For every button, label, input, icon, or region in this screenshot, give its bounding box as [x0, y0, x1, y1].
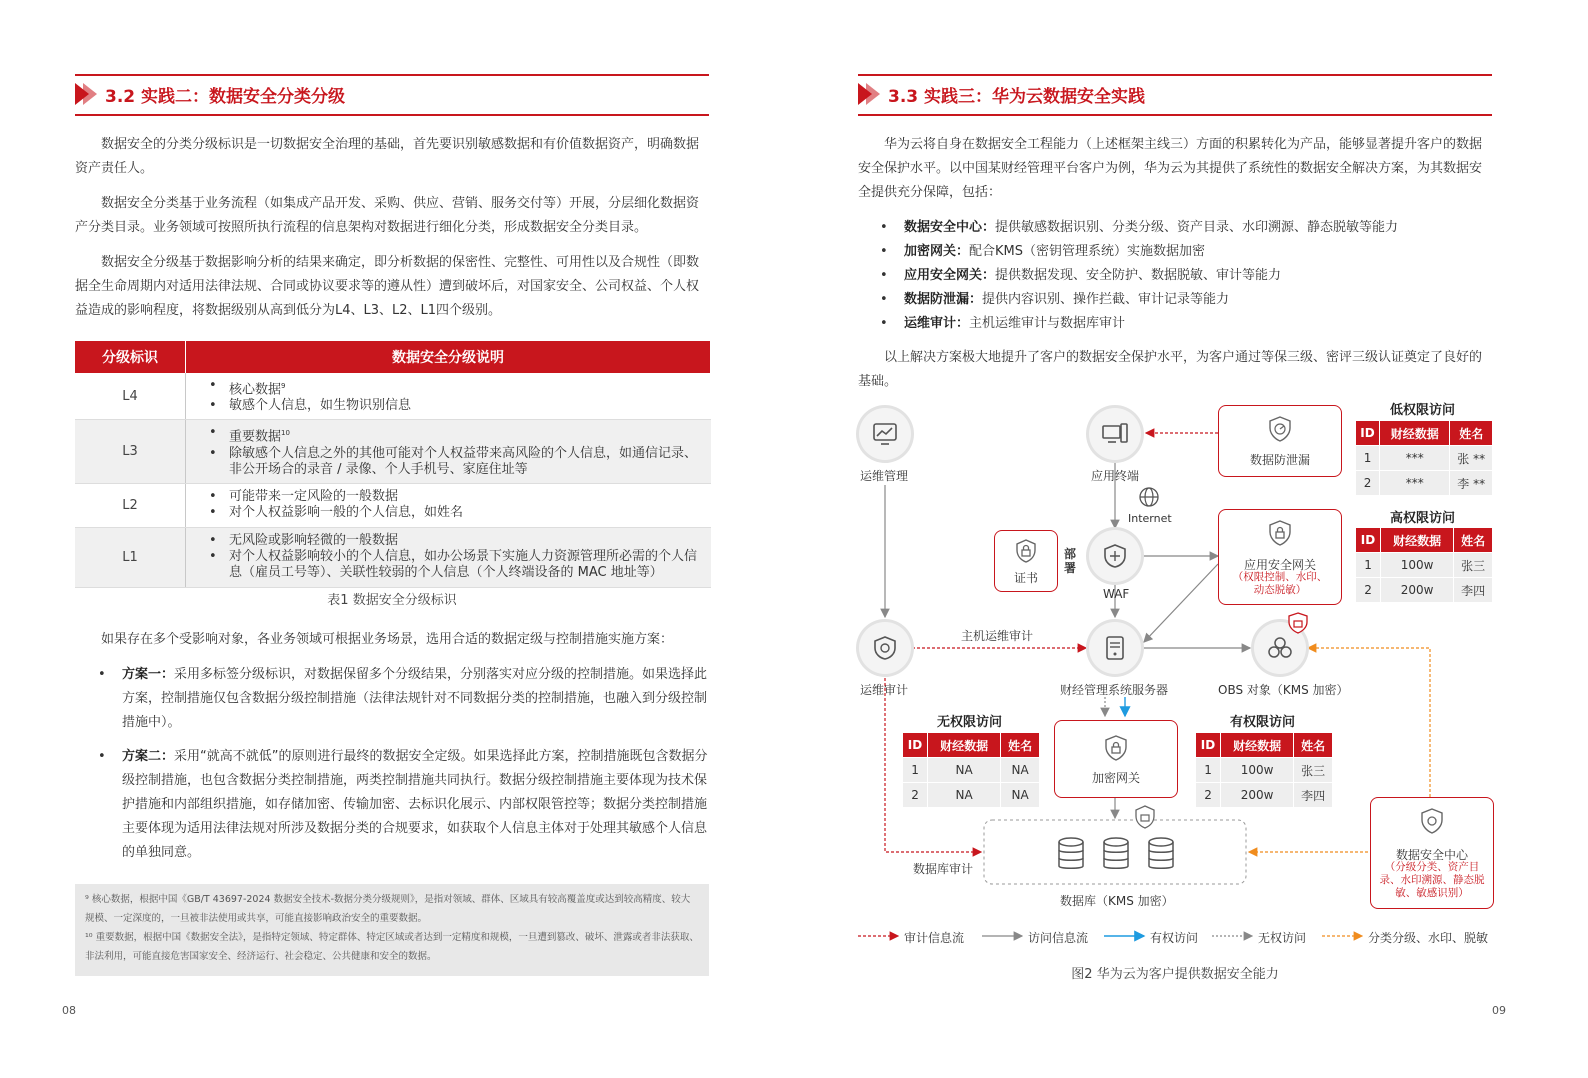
table-row — [75, 527, 711, 587]
edge-label: 数据库审计 — [913, 862, 974, 876]
object-storage-icon — [1267, 635, 1293, 661]
list-item: • 对个人权益影响较小的个人信息，如办公场景下实施人力资源管理所必需的个人信息（雇员工号等）、关联性较弱的个人信息（个人终端设备的 MAC 地址等） — [229, 549, 710, 581]
dlp-box — [1218, 405, 1342, 477]
level-cell: L4 — [75, 373, 186, 420]
list-item: • 除敏感个人信息之外的其他可能对个人权益带来高风险的个人信息，如通信记录、非公开场合的录音 / 录像、个人手机号、家庭住址等 — [229, 446, 710, 478]
node-label: 应用终端 — [1091, 469, 1140, 483]
high-privilege-table: ID 财经数据 姓名 1 100w 张三 2 200w 李四 — [1355, 527, 1493, 603]
box-label: 数据防泄漏 — [1249, 453, 1310, 467]
edge-label: 主机运维审计 — [961, 629, 1034, 643]
radar-shield-icon — [1268, 416, 1292, 442]
lock-shield-icon — [1268, 520, 1292, 546]
table-row: 1 100w 张三 — [1196, 758, 1333, 783]
no-access-table: ID 财经数据 姓名 1 NA NA 2 NA NA — [902, 732, 1040, 808]
paragraph: 以上解决方案极大地提升了客户的数据安全保护水平，为客户通过等保三级、密评三级认证奠定了良好的基础。 — [858, 350, 1483, 389]
shield-icon — [1102, 543, 1128, 569]
list-item: • 数据安全中心：提供敏感数据识别、分类分级、资产目录、水印溯源、静态脱敏等能力 — [880, 220, 1399, 235]
list-item: • 方案二：采用“就高不就低”的原则进行最终的数据安全定级。如果选择此方案，控制措施既包含数据分级控制措施，也包含数据分类控制措施，两类控制措施共同执行。数据分级控制措施主要体现为技术保护措施和内部组织措施，如存储加密、传输加密、去标识化展示、内部权限管控等；数据分类控制措施主要体现为适用法律法规对所涉及数据分类的合规要求，如获取个人信息主体对于处理其敏感个人信息的单独同意。 — [98, 749, 708, 860]
footnote-ref: 9 — [281, 382, 286, 390]
table-row — [75, 483, 711, 527]
footnote-ref: 10 — [281, 429, 290, 438]
certificate-box — [994, 530, 1058, 592]
deploy-label: 部署 — [1064, 547, 1077, 575]
paragraph: 数据安全分类基于业务流程（如集成产品开发、采购、供应、营销、服务交付等）开展，分层细化数据资产分类目录。业务领域可按照所执行流程的信息架构对数据进行细化分类，形成数据安全分类目录。 — [75, 196, 700, 235]
table-row — [75, 420, 711, 483]
table-header: 分级标识 — [75, 341, 186, 373]
legend-audit-flow: 审计信息流 — [904, 931, 965, 945]
page-number: 09 — [1492, 1004, 1506, 1017]
globe-icon — [1138, 486, 1160, 508]
data-security-center-box — [1370, 797, 1494, 909]
legend-access-flow: 访问信息流 — [1028, 931, 1089, 945]
gear-shield-icon — [872, 635, 898, 661]
waf-node — [1089, 530, 1141, 582]
footnote: ⁹ 核心数据，根据中国《GB/T 43697-2024 数据安全技术-数据分类分级规则》，是指对领域、群体、区域具有较高覆盖度或达到较高精度、较大规模、一定深度的，一旦被非法使用或共享，可能直接影响政治安全的重要数据。 — [85, 894, 691, 924]
paragraph: 华为云将自身在数据安全工程能力（上述框架主线三）方面的积累转化为产品，能够显著提升客户的数据安全保护水平。以中国某财经管理平台客户为例，华为云为其提供了系统性的数据安全解决方案，为其数据安全提供充分保障，包括： — [858, 137, 1483, 200]
section-header-3-2 — [75, 74, 709, 116]
table-row: 1 NA NA — [903, 758, 1040, 783]
table-caption: 表1 数据安全分级标识 — [327, 593, 457, 608]
list-item: • 可能带来一定风险的一般数据 — [229, 489, 710, 505]
level-cell: L2 — [75, 483, 186, 527]
box-label: 应用安全网关 — [1243, 558, 1316, 572]
page-number: 08 — [62, 1004, 76, 1017]
section-arrow-icon — [83, 83, 97, 105]
list-item: • 数据防泄漏：提供内容识别、操作拦截、审计记录等能力 — [880, 292, 1230, 307]
lock-shield-icon — [1104, 735, 1128, 761]
table-title: 低权限访问 — [1390, 403, 1456, 418]
list-item: • 应用安全网关：提供数据发现、安全防护、数据脱敏、审计等能力 — [880, 268, 1282, 283]
table-row: 2 *** 李 ** — [1356, 471, 1493, 496]
table-row: 1 *** 张 ** — [1356, 446, 1493, 471]
list-item: • 敏感个人信息，如生物识别信息 — [229, 398, 710, 414]
server-icon — [1102, 635, 1128, 661]
ops-audit-node — [859, 622, 911, 674]
table-row: 2 200w 李四 — [1196, 783, 1333, 808]
ops-management-node — [859, 408, 911, 460]
section-title: 3.2 实践二：数据安全分类分级 — [105, 87, 346, 107]
authorized-access-table: ID 财经数据 姓名 1 100w 张三 2 200w 李四 — [1195, 732, 1333, 808]
level-cell: L1 — [75, 527, 186, 587]
list-item: • 加密网关：配合KMS（密钥管理系统）实施数据加密 — [880, 244, 1206, 259]
node-label: 财经管理系统服务器 — [1060, 683, 1169, 697]
list-item: • 核心数据$^9$ — [229, 378, 710, 398]
node-label: 运维管理 — [860, 469, 909, 483]
box-sublabel: （分级分类、资产目录、水印溯源、静态脱敏、敏感识别） — [1379, 861, 1485, 899]
table-header: 数据安全分级说明 — [186, 341, 711, 373]
table-row: 1 100w 张三 — [1356, 553, 1493, 578]
server-node — [1089, 622, 1141, 674]
low-privilege-table: ID 财经数据 姓名 1 *** 张 ** 2 *** 李 ** — [1355, 420, 1493, 496]
node-label: WAF — [1103, 587, 1130, 601]
legend-classification: 分类分级、水印、脱敏 — [1368, 931, 1489, 945]
section-title: 3.3 实践三：华为云数据安全实践 — [888, 87, 1146, 107]
legend-unauthorized: 无权访问 — [1258, 931, 1307, 945]
list-item: • 运维审计：主机运维审计与数据库审计 — [880, 316, 1126, 331]
list-item: • 对个人权益影响一般的个人信息，如姓名 — [229, 505, 710, 521]
list-item: • 无风险或影响轻微的一般数据 — [229, 533, 710, 549]
monitor-chart-icon — [872, 421, 898, 447]
right-page — [794, 0, 1588, 1078]
lock-badge-icon — [1134, 805, 1156, 829]
app-terminal-node — [1089, 408, 1141, 460]
footnote: ¹⁰ 重要数据，根据中国《数据安全法》，是指特定领域、特定群体、特定区域或者达到一定精度和规模，一旦遭到篡改、破坏、泄露或者非法获取、非法利用，可能直接危害国家安全、经济运行、社会稳定、公共健康和安全的数据。 — [85, 932, 699, 962]
list-item: • 重要数据$^{10}$ — [229, 425, 710, 445]
table-title: 无权限访问 — [937, 715, 1003, 730]
node-label: OBS 对象（KMS 加密） — [1218, 683, 1349, 697]
box-label: 数据安全中心 — [1395, 848, 1468, 862]
box-sublabel: （权限控制、水印、动态脱敏） — [1232, 571, 1328, 596]
level-cell: L3 — [75, 420, 186, 483]
figure-caption: 图2 华为云为客户提供数据安全能力 — [1071, 967, 1279, 982]
table-row — [75, 373, 711, 420]
lock-shield-icon — [1015, 539, 1037, 563]
box-label: 证书 — [1013, 571, 1038, 585]
paragraph: 数据安全的分类分级标识是一切数据安全治理的基础，首先要识别敏感数据和有价值数据资产，明确数据资产责任人。 — [75, 137, 700, 176]
node-label: 数据库（KMS 加密） — [1060, 894, 1174, 908]
lock-badge-icon — [1288, 612, 1308, 634]
box-label: 加密网关 — [1091, 771, 1140, 785]
table-row: 2 200w 李四 — [1356, 578, 1493, 603]
paragraph: 数据安全分级基于数据影响分析的结果来确定，即分析数据的保密性、完整性、可用性以及合规性（即数据全生命周期内对适用法律法规、合同或协议要求等的遵从性）遭到破坏后，对国家安全、公司权益、个人权益造成的影响程度，将数据级别从高到低分为L4、L3、L2、L1四个级别。 — [75, 255, 700, 318]
table-title: 有权限访问 — [1230, 715, 1296, 730]
table-row: 2 NA NA — [903, 783, 1040, 808]
paragraph: 如果存在多个受影响对象，各业务领域可根据业务场景，选用合适的数据定级与控制措施实施方案： — [101, 632, 674, 647]
table-title: 高权限访问 — [1390, 511, 1456, 526]
app-security-gateway-box — [1218, 509, 1342, 605]
legend-authorized: 有权访问 — [1150, 931, 1199, 945]
list-item: • 方案一：采用多标签分级标识，对数据保留多个分级结果，分别落实对应分级的控制措施。如果选择此方案，控制措施仅包含数据分级控制措施（法律法规针对不同数据分类的控制措施，也融入到分级控制措施中）。 — [98, 667, 708, 730]
encryption-gateway-box — [1054, 720, 1178, 798]
classification-table — [75, 341, 711, 588]
computer-icon — [1102, 421, 1128, 447]
node-label: Internet — [1128, 512, 1172, 525]
node-label: 运维审计 — [860, 683, 909, 697]
footnotes — [75, 884, 709, 976]
gear-shield-icon — [1420, 808, 1444, 834]
database-icon — [1056, 836, 1196, 874]
